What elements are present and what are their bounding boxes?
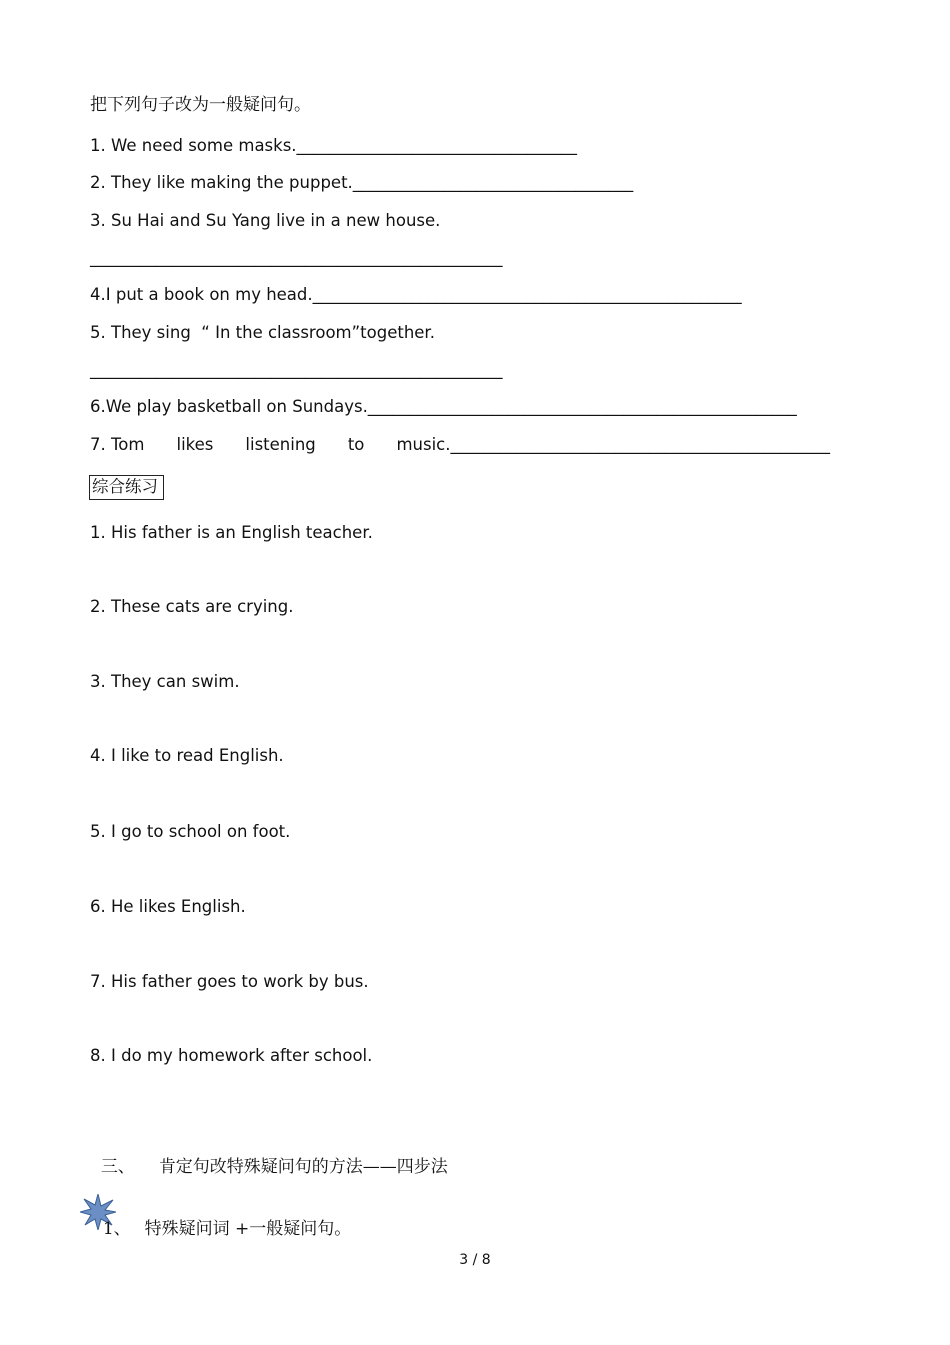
section3-title: 肯定句改特殊疑问句的方法——四步法 [158,1157,448,1177]
question-6: 6.We play basketball on Sundays.____________________________________________________ [90,397,797,416]
q7-word: 7. Tom [90,435,145,454]
q7-word: listening [245,435,316,454]
question-2: 2. They like making the puppet.__________________________________ [90,173,634,192]
practice-item-2: 2. These cats are crying. [90,597,294,616]
step-1 [92,1204,351,1238]
q7-word: music.______________________________________________ [396,435,830,454]
q7-word: likes [176,435,214,454]
practice-item-6: 6. He likes English. [90,897,246,916]
practice-item-4: 4. I like to read English. [90,746,284,765]
section3-heading [90,1142,448,1176]
section3-number: 三、 [100,1157,135,1177]
answer-line-3: __________________________________________________ [90,248,503,267]
practice-item-1: 1. His father is an English teacher. [90,523,373,542]
instruction: 把下列句子改为一般疑问句。 [90,95,311,115]
step-text: 特殊疑问词 +一般疑问句。 [144,1219,352,1239]
page-number: 3 / 8 [459,1252,491,1268]
practice-item-5: 5. I go to school on foot. [90,822,291,841]
practice-title-box: 综合练习 [89,475,164,500]
question-4: 4.I put a book on my head.____________________________________________________ [90,285,742,304]
practice-item-7: 7. His father goes to work by bus. [90,972,369,991]
question-7 [90,437,830,454]
question-1: 1. We need some masks.__________________________________ [90,136,578,155]
q7-word: to [347,435,365,454]
question-3: 3. Su Hai and Su Yang live in a new house. [90,211,441,230]
practice-item-8: 8. I do my homework after school. [90,1046,373,1065]
answer-line-5: __________________________________________________ [90,360,503,379]
question-5: 5. They sing “ In the classroom”together. [90,323,435,342]
step-number: 1、 [102,1219,131,1239]
practice-item-3: 3. They can swim. [90,672,240,691]
